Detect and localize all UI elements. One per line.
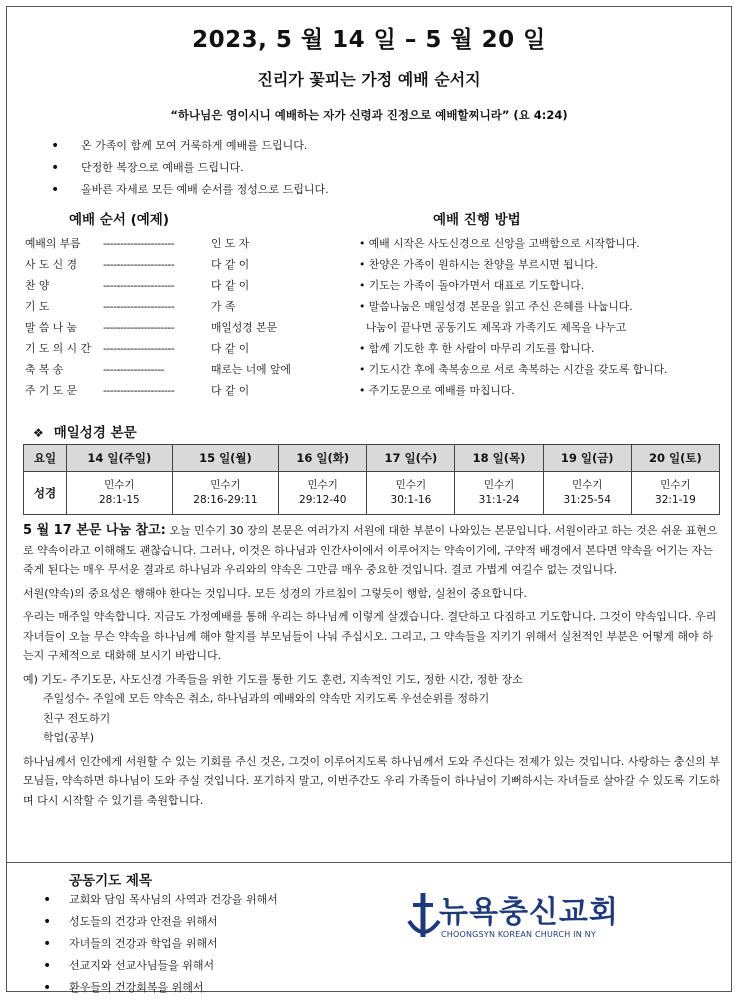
order-item-name: 기 도 [25,300,50,313]
daily-bible-heading [33,421,137,441]
notes-paragraph: 우리는 매주일 약속합니다. 지금도 가정예배를 통해 우리는 하나님께 이렇게 살겠습니다. 결단하고 다짐하고 기도합니다. 그것이 약속입니다. 우리 자녀들이 오늘 무슨 약속을 하나님께 해야 할지를 부모님들이 나눠 주십시오. 그리고, 그 약속들을 지키기 위해서 실천적인 부분은 어떻게 해야 하는지 구체적으로 대화해 보시기 바랍니다. [23,610,717,662]
example-line: 주일성수- 주일에 모든 약속은 취소, 하나님과의 예배와의 약속만 지키도록 우선순위를 정하기 [43,692,490,705]
page-title: 2023, 5 월 14 일 – 5 월 20 일 [192,27,546,53]
table-header-row [24,445,720,472]
order-item-name: 축 복 송 [25,363,64,376]
bible-book: 민수기 [104,479,135,491]
daily-bible-heading-text: 매일성경 본문 [53,425,137,441]
method-item: • 주기도문으로 예배를 마칩니다. [359,384,515,397]
bible-ref: 32:1-19 [655,494,696,506]
notes-text: 오늘 민수기 30 장의 본문은 여러가지 서원에 대한 부분이 나와있는 본문입니다. 서원이라고 하는 것은 쉬운 표현으로 약속이라고 이해해도 괜찮습니다. 그러나, 이것은 하나님과 인간사이에서 이루어지는 약속이기에, 구약적 배경에서 본다면 약속을 어기는 자는 죽게 된다는 매우 무서운 결과로 하나님과 우리와의 약속은 그만큼 매우 중요한 것입니다. 결코 가볍게 여길수 없는 것입니다. [23,524,718,576]
order-row [25,296,291,317]
order-item-name: 기 도 의 시 간 [25,342,91,355]
order-row [25,233,291,254]
bible-book: 민수기 [210,479,241,491]
order-row [25,317,291,338]
bible-ref: 29:12-40 [299,494,347,506]
order-item-name: 예배의 부름 [25,237,81,250]
table-day-cell: 19 일(금) [543,445,631,472]
prayer-item: • 교회와 담임 목사님의 사역과 건강을 위해서 [43,889,278,911]
bible-ref: 28:1-15 [98,494,140,506]
order-leader-dots: --------------------- [103,237,175,250]
table-row-label: 성경 [24,472,67,515]
order-row [25,380,291,401]
worship-order-list [25,233,291,401]
prayer-item: • 환우들의 건강회복을 위해서 [43,977,278,999]
order-item-leader: 가 족 [211,300,236,313]
order-item-leader: 다 같 이 [211,258,250,271]
church-logo [405,887,635,947]
table-day-cell: 17 일(수) [367,445,455,472]
table-row-label: 요일 [24,445,67,472]
order-leader-dots: --------------------- [103,342,175,355]
order-leader-dots: --------------------- [103,279,175,292]
prayer-item: • 선교지와 선교사님들을 위해서 [43,955,278,977]
verse-quote: “하나님은 영이시니 예배하는 자가 신령과 진정으로 예배할찌니라” (요 4:24) [170,108,568,122]
order-leader-dots: --------------------- [103,300,175,313]
table-bible-cell [172,472,278,515]
order-item-name: 주 기 도 문 [25,384,78,397]
bible-schedule-table [23,444,720,515]
order-item-leader: 때로는 너에 앞에 [211,363,291,376]
bible-book: 민수기 [660,479,691,491]
intro-bullet: • 올바른 자세로 모든 예배 순서를 정성으로 드립니다. [51,179,329,201]
prayer-item: • 자녀들의 건강과 학업을 위해서 [43,933,278,955]
table-day-cell: 20 일(토) [631,445,719,472]
order-heading: 예배 순서 (예제) [69,212,169,228]
bible-ref: 31:25-54 [563,494,611,506]
order-item-name: 말 씀 나 눔 [25,321,78,334]
table-day-cell: 14 일(주일) [67,445,173,472]
order-row [25,338,291,359]
diamond-bullet-icon: ❖ [33,426,44,440]
notes-paragraph: 하나님께서 인간에게 서원할 수 있는 기회를 주신 것은, 그것이 이루어지도록 하나님께서 도와 주신다는 전제가 있는 것입니다. 사랑하는 충신의 부모님들, 약속하면 하나님이 도와 주실 것입니다. 포기하지 말고, 이번주간도 우리 가족들이 하나님이 기뻐하시는 자녀들로 살아갈 수 있도록 기도하며 다시 시작할 수 있기를 축원합니다. [23,754,720,807]
order-item-leader: 다 같 이 [211,384,250,397]
sermon-notes [23,521,723,814]
table-bible-cell [367,472,455,515]
notes-heading: 5 월 17 본문 나눔 참고: [23,523,166,538]
order-item-leader: 다 같 이 [211,279,250,292]
table-bible-cell [455,472,543,515]
table-day-cell: 16 일(화) [279,445,367,472]
order-item-leader: 인 도 자 [211,237,250,250]
worship-method-list [359,233,667,401]
example-line: 친구 전도하기 [43,711,111,725]
bible-ref: 30:1-16 [390,494,432,506]
intro-bullet: • 단정한 복장으로 예배를 드립니다. [51,157,329,179]
bible-book: 민수기 [395,479,427,491]
church-name-english: CHOONGSYN KOREAN CHURCH IN NY [441,930,596,939]
cross-logo-icon [405,891,441,943]
example-line: 학업(공부) [43,731,95,744]
method-item: 나눔이 끝나면 공동기도 제목과 가족기도 제목을 나누고 [359,321,627,334]
table-bible-cell [67,472,173,515]
table-bible-cell [279,472,367,515]
order-row [25,359,291,380]
order-leader-dots: --------------------- [103,384,175,397]
order-leader-dots: --------------------- [103,258,175,271]
bible-book: 민수기 [571,479,603,491]
church-name: 뉴욕충신교회 [439,895,619,930]
table-day-cell: 15 일(월) [172,445,278,472]
method-item: • 기도는 가족이 돌아가면서 대표로 기도합니다. [359,279,585,292]
prayer-heading: 공동기도 제목 [69,873,152,889]
page-subtitle: 진리가 꽃피는 가정 예배 순서지 [257,70,481,89]
bible-ref: 31:1-24 [478,494,520,506]
method-item: • 찬양은 가족이 원하시는 찬양을 부르시면 됩니다. [359,258,598,271]
order-leader-dots: ------------------ [103,363,165,376]
intro-bullet-list [51,135,329,201]
order-item-leader: 매일성경 본문 [211,321,278,334]
table-bible-cell [631,472,719,515]
prayer-list [43,889,278,999]
order-item-leader: 다 같 이 [211,342,250,355]
section-divider [7,862,731,863]
example-line: 예) 기도- 주기도문, 사도신경 가족들을 위한 기도를 통한 기도 훈련, 지속적인 기도, 정한 시간, 정한 장소 [23,672,523,686]
method-item: • 함께 기도한 후 한 사람이 마무리 기도를 합니다. [359,342,595,355]
bible-ref: 28:16-29:11 [193,494,258,506]
order-item-name: 사 도 신 경 [25,258,78,271]
order-row [25,275,291,296]
notes-paragraph [23,521,723,580]
table-bible-cell [543,472,631,515]
table-row [24,472,720,515]
method-heading: 예배 진행 방법 [433,212,521,228]
bulletin-page [6,6,732,992]
order-row [25,254,291,275]
order-leader-dots: --------------------- [103,321,175,334]
method-item: • 기도시간 후에 축복송으로 서로 축복하는 시간을 갖도록 합니다. [359,363,668,376]
bible-book: 민수기 [307,479,338,491]
table-day-cell: 18 일(목) [455,445,543,472]
order-item-name: 찬 양 [25,279,50,292]
bible-book: 민수기 [483,479,515,491]
prayer-item: • 성도들의 건강과 안전을 위해서 [43,911,278,933]
intro-bullet: • 온 가족이 함께 모여 거룩하게 예배를 드립니다. [51,135,329,157]
method-item: • 예배 시작은 사도신경으로 신앙을 고백함으로 시작합니다. [359,237,640,250]
notes-paragraph: 서원(약속)의 중요성은 행해야 한다는 것입니다. 모든 성경의 가르침이 그렇듯이 행함, 실천이 중요합니다. [23,586,527,600]
method-item: • 말씀나눔은 매일성경 본문을 읽고 주신 은혜를 나눕니다. [359,300,633,313]
